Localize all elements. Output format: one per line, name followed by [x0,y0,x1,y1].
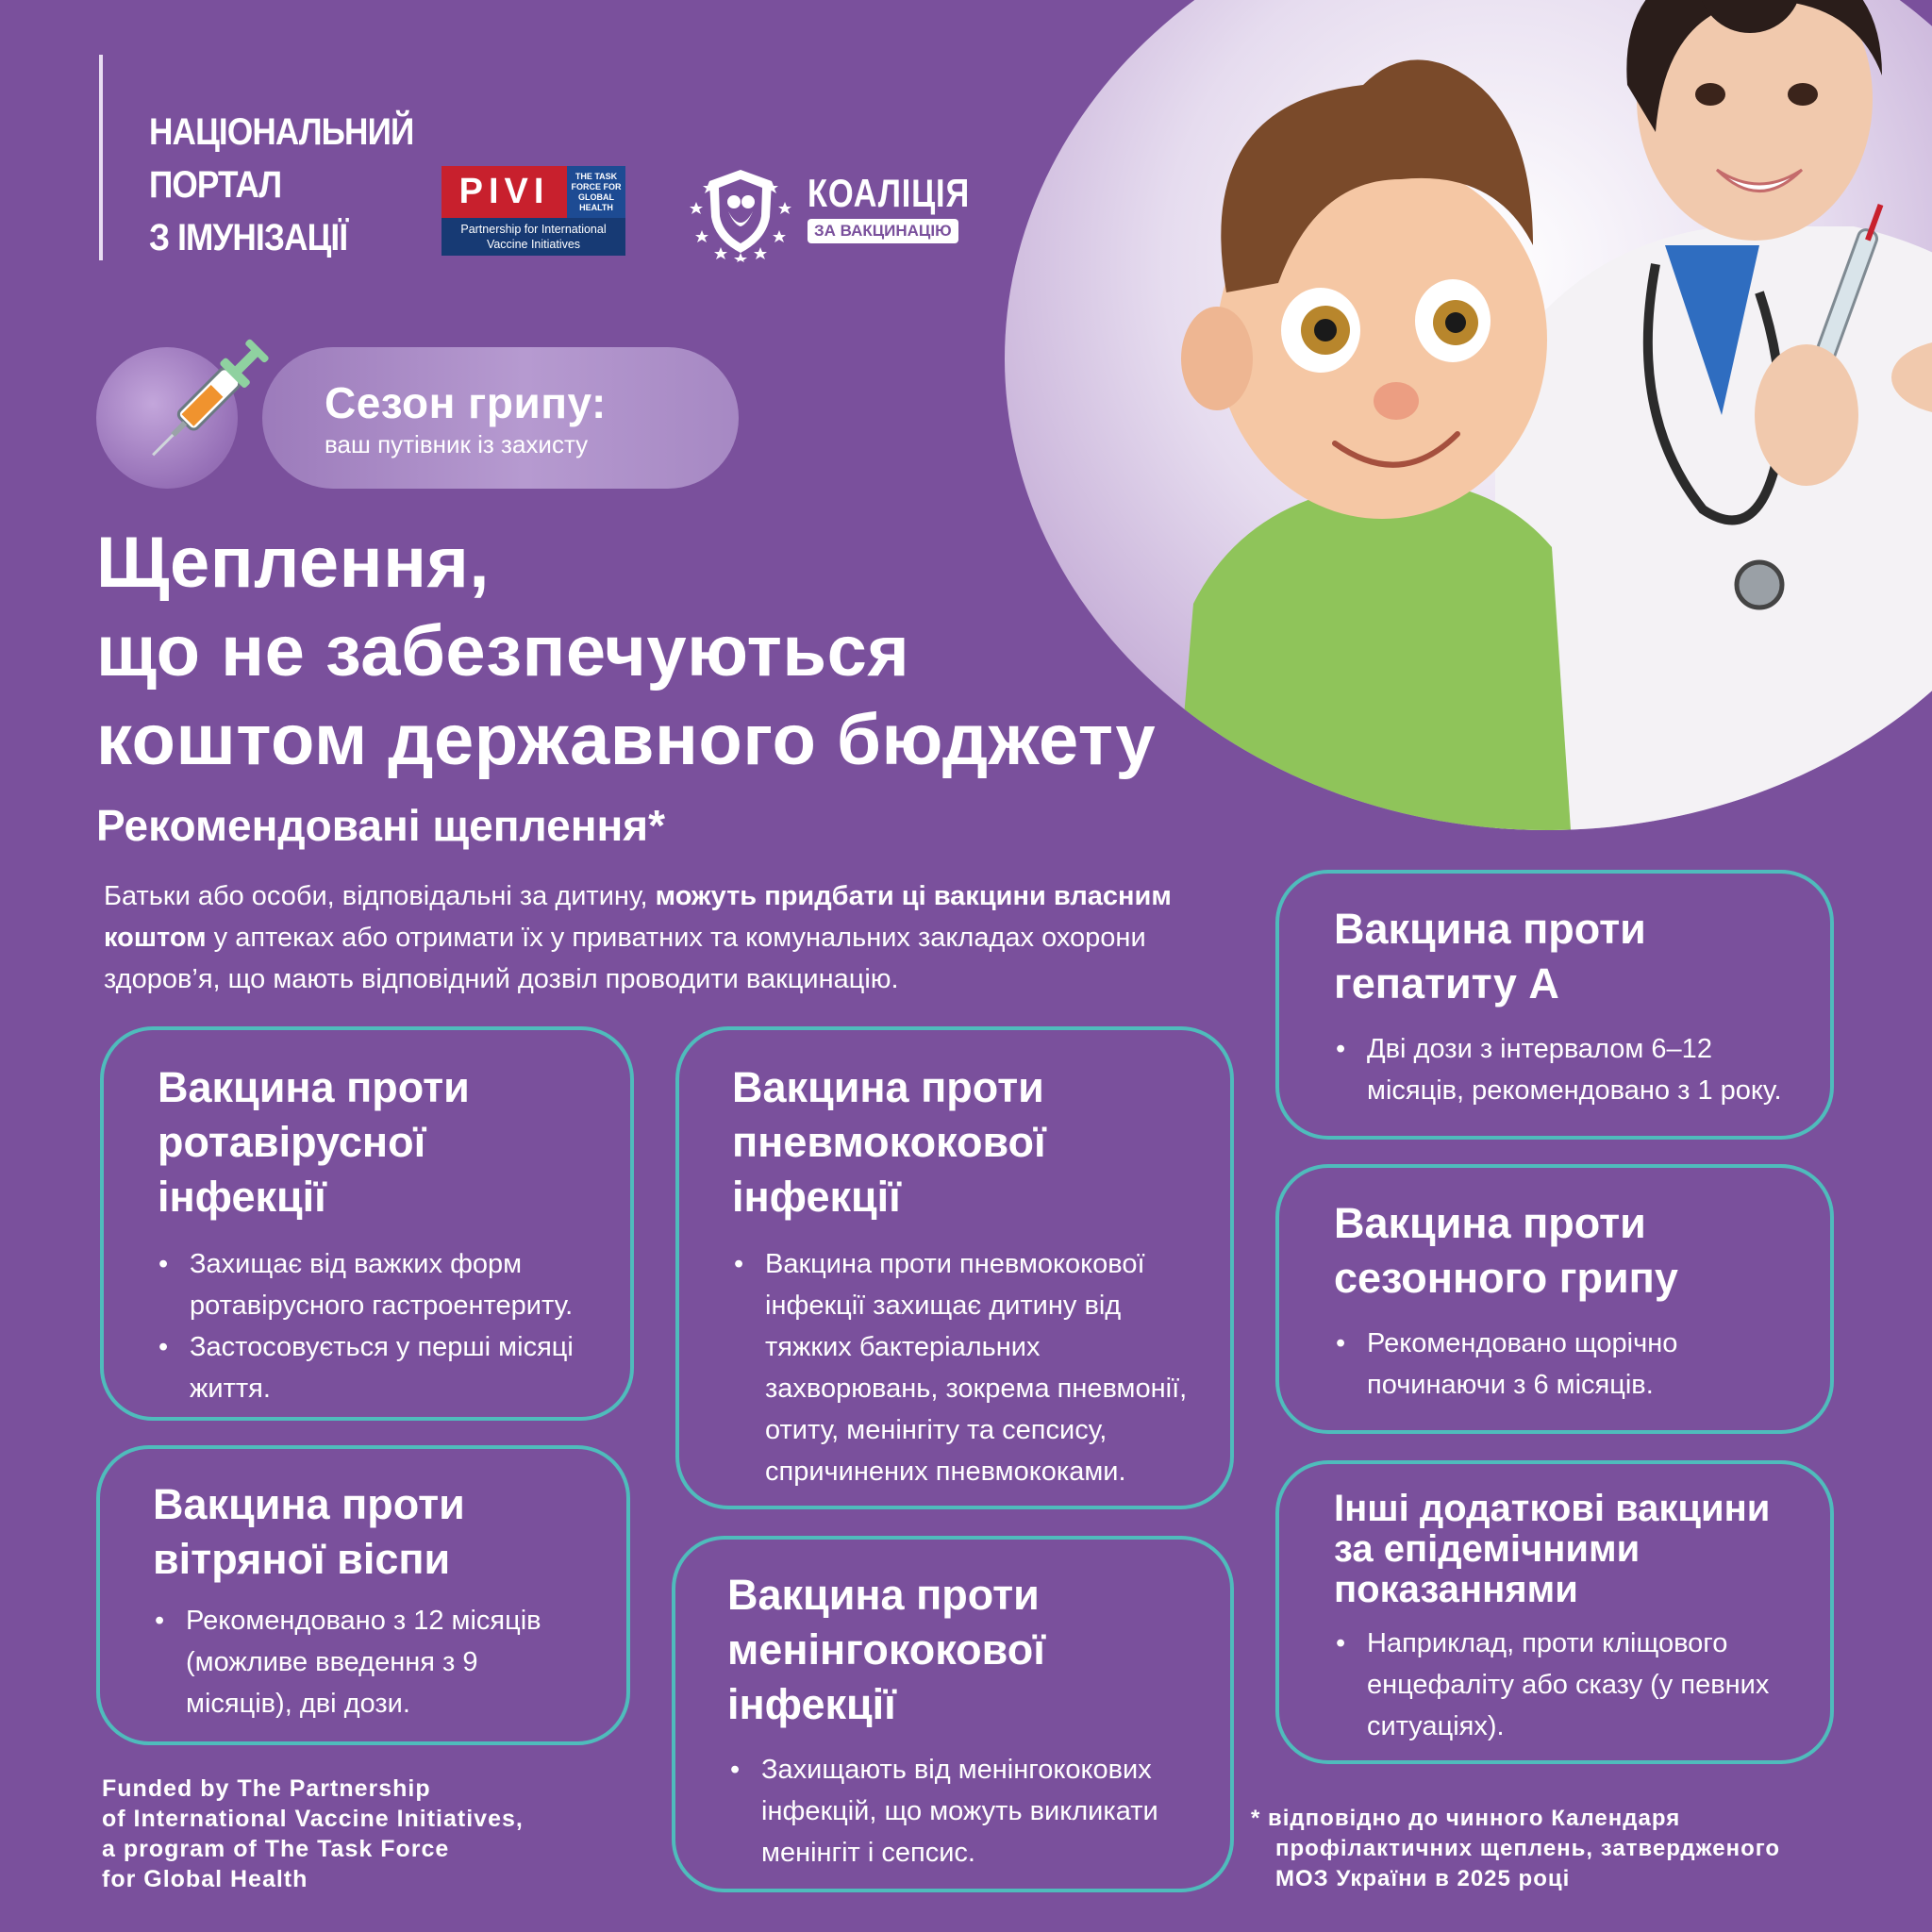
footnote-line-3: МОЗ України в 2025 році [1275,1866,1571,1891]
card-pneumococcal-title-3: інфекції [732,1173,901,1221]
badge-subtitle: ваш путівник із захисту [325,430,589,458]
coalition-shield-icon [689,164,792,262]
page-subtitle: Рекомендовані щеплення* [96,801,666,850]
card-meningococcal-title-3: інфекції [727,1680,896,1728]
card-seasonal-flu-title-1: Вакцина проти [1334,1199,1646,1247]
intro-text-2: у аптеках або отримати їх у приватних та комунальних закладах охорони здоров’я, що мають відповідний дозвіл проводити вакцинацію. [104,923,1146,994]
card-pneumococcal [675,1026,1234,1509]
list-item: • Захищають від менінгококових інфекцій, що можуть викликати менінгіт і сепсис. [728,1749,1172,1874]
card-seasonal-flu [1275,1164,1834,1434]
portal-line-3: З ІМУНІЗАЦІЇ [149,217,348,258]
card-seasonal-flu-list [1334,1323,1796,1406]
page-title-line-1: Щеплення, [96,523,490,603]
list-item: • Рекомендовано з 12 місяців (можливе введення з 9 місяців), дві дози. [153,1600,549,1724]
funding-line-1: Funded by The Partnership [102,1775,431,1802]
card-pneumococcal-title [732,1060,1046,1224]
card-rotavirus [100,1026,634,1421]
card-rotavirus-title-3: інфекції [158,1173,326,1221]
funding-line-2: of International Vaccine Initiatives, [102,1806,524,1832]
card-rotavirus-title-2: ротавірусної [158,1118,426,1166]
card-varicella-title-1: Вакцина проти [153,1480,465,1528]
coalition-subtitle: ЗА ВАКЦИНАЦІЮ [808,219,958,243]
coalition-logo-text [808,172,1006,243]
card-hepatitis-a-list [1334,1028,1796,1111]
list-item: • Дві дози з інтервалом 6–12 місяців, рекомендовано з 1 року. [1334,1028,1796,1111]
intro-text-1: Батьки або особи, відповідальні за дитину, [104,881,656,911]
footnote-line-2: профілактичних щеплень, затвердженого [1275,1836,1781,1861]
page-title-line-3: коштом державного бюджету [96,700,1157,780]
card-rotavirus-list [157,1243,600,1409]
card-pneumococcal-title-2: пневмококової [732,1118,1046,1166]
header-divider [99,55,103,260]
card-other-vaccines-title-1: Інші додаткові вакцини [1334,1488,1771,1529]
funding-note [102,1774,524,1894]
syringe-icon [130,325,281,476]
card-rotavirus-title [158,1060,470,1224]
pivi-wordmark: PIVI [441,166,567,218]
card-meningococcal-title [727,1568,1045,1732]
card-pneumococcal-list [732,1243,1204,1492]
card-meningococcal-title-2: менінгококової [727,1625,1045,1674]
page-title-line-2: що не забезпечуються [96,611,910,691]
pivi-caption-line-1: Partnership for International [460,223,607,236]
card-rotavirus-title-1: Вакцина проти [158,1063,470,1111]
list-item: • Захищає від важких форм ротавірусного гастроентериту. [157,1243,600,1326]
card-meningococcal [672,1536,1234,1892]
card-seasonal-flu-title [1334,1196,1678,1306]
card-meningococcal-list [728,1749,1172,1874]
card-hepatitis-a [1275,870,1834,1140]
pivi-caption [441,218,625,256]
card-pneumococcal-title-1: Вакцина проти [732,1063,1044,1111]
card-other-vaccines-title-3: показаннями [1334,1569,1578,1610]
card-varicella-title-2: вітряної віспи [153,1535,451,1583]
intro-text-bold: можуть придбати ці вакцини власним коштом [104,881,1172,953]
card-seasonal-flu-title-2: сезонного грипу [1334,1254,1678,1302]
taskforce-mark: THE TASK FORCE FOR GLOBAL HEALTH [567,166,625,218]
list-item: • Вакцина проти пневмококової інфекції захищає дитину від тяжких бактеріальних захворювань, зокрема пневмонії, отиту, менінгіту та сепсису, спричинених пневмококами. [732,1243,1204,1492]
portal-logo-text [149,106,413,264]
pivi-logo [441,166,625,256]
list-item: • Наприклад, проти кліщового енцефаліту або сказу (у певних ситуаціях). [1334,1623,1777,1747]
card-other-vaccines-title-2: за епідемічними [1334,1528,1641,1570]
card-varicella-list [153,1600,549,1724]
card-other-vaccines-title [1334,1489,1770,1610]
card-hepatitis-a-title [1334,902,1646,1011]
portal-line-2: ПОРТАЛ [149,164,282,206]
list-item: • Застосовується у перші місяці життя. [157,1326,600,1409]
card-hepatitis-a-title-1: Вакцина проти [1334,905,1646,953]
card-other-vaccines [1275,1460,1834,1764]
list-item: • Рекомендовано щорічно починаючи з 6 місяців. [1334,1323,1796,1406]
pivi-caption-line-2: Vaccine Initiatives [486,238,581,251]
footnote [1251,1804,1780,1894]
intro-paragraph [104,875,1217,1000]
card-meningococcal-title-1: Вакцина проти [727,1571,1040,1619]
card-varicella [96,1445,630,1745]
footnote-line-1: * відповідно до чинного Календаря [1251,1806,1681,1831]
funding-line-4: for Global Health [102,1866,308,1892]
page-title [96,519,1156,785]
coalition-title: КОАЛІЦІЯ [808,171,971,215]
portal-line-1: НАЦІОНАЛЬНИЙ [149,111,414,153]
funding-line-3: a program of The Task Force [102,1836,450,1862]
card-other-vaccines-list [1334,1623,1777,1747]
card-varicella-title [153,1477,465,1587]
card-hepatitis-a-title-2: гепатиту А [1334,959,1559,1008]
badge-title: Сезон грипу: [325,378,607,427]
